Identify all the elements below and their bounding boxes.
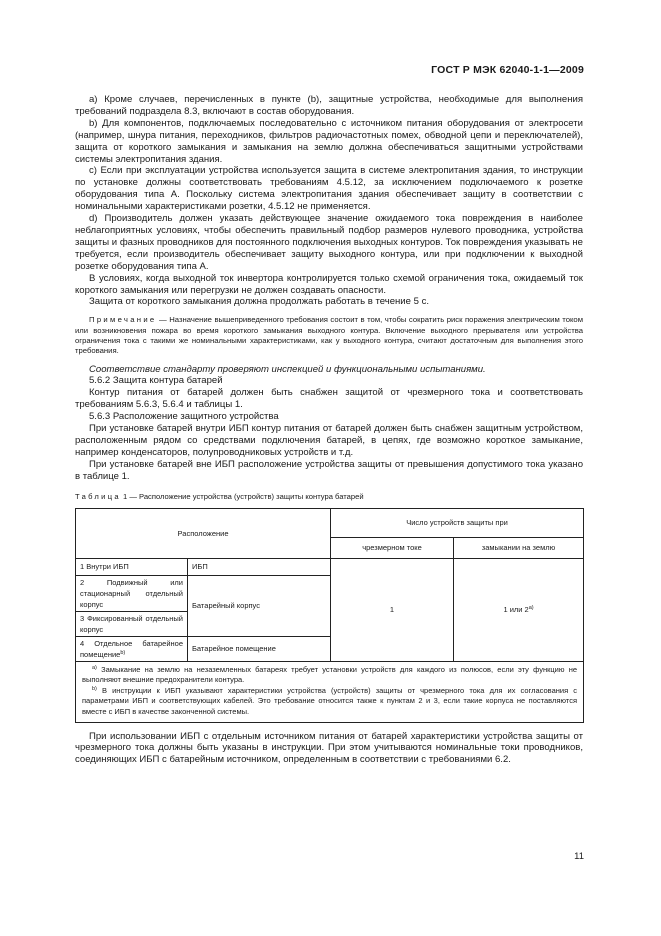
- table-footnotes: [76, 661, 584, 722]
- paragraph-b: b) Для компонентов, подключаемых последовательно с источником питания оборудования от электросети (например, шнура питания, переходников, фильтров радиочастотных помех, обводной цепи и переключателей), защита от короткого замыкания и замыкания на землю должна обеспечиваться защитными устройствами системы электропитания здания.: [75, 117, 583, 165]
- section-5-6-2-text: Контур питания от батарей должен быть снабжен защитой от чрезмерного тока и соответствовать требованиям 5.6.3, 5.6.4 и таблицы 1.: [75, 387, 583, 411]
- note-text: — Назначение вышеприведенного требования состоит в том, чтобы сократить риск поражения электрическим током или возникновения пожара во время короткого замыкания выходного контура. Включение выходного прерывателя или устройства ограничения тока с такими же номинальными характеристиками, как у выходного контура, считают достаточным для выполнения этого требования.: [75, 315, 583, 356]
- note: [75, 315, 583, 356]
- footnote-a-text: Замыкание на землю на незаземленных батареях требует установки устройств для каждого из полюсов, если эту функцию не выполняют внешние предохранители контура.: [82, 664, 578, 685]
- table-caption: [75, 492, 583, 502]
- section-5-6-3-text-1: При установке батарей внутри ИБП контур питания от батарей должен быть снабжен защитным устройством, расположенным рядом со средствами подключения батарей, в цепях, где возможно короткое замыкание, например конденсаторов, полупроводниковых устройств и т.д.: [75, 423, 583, 458]
- table-row: [76, 558, 584, 575]
- footnote-a-mark: a): [92, 664, 97, 671]
- paragraph-duration: Защита от короткого замыкания должна продолжать работать в течение 5 с.: [89, 296, 429, 308]
- footnote-b-text: В инструкции к ИБП указывают характеристики устройства (устройств) защиты от чрезмерного тока для их согласования с параметрами ИБП и соответствующих кабелей. Это требование относится также к пунктам 2 и 3, если такие корпуса не поставляются вместе с ИБП в качестве законченной системы.: [82, 685, 578, 716]
- footnote-b: [82, 686, 577, 718]
- paragraph-a: а) Кроме случаев, перечисленных в пункте (b), защитные устройства, необходимые для выполнения требований подраздела 8.3, включают в состав оборудования.: [75, 94, 583, 117]
- row-1-location: 1 Внутри ИБП: [76, 558, 188, 575]
- paragraph-d: d) Производитель должен указать действующее значение ожидаемого тока повреждения в наиболее неблагоприятных условиях, чтобы обеспечить правильный подбор размеров нулевого проводника, устройства защиты и фазных проводников для постоянного подключения выходных контуров. Ток повреждения указывать не требуется, если производитель обеспечивает защиту выходного контура, или при подключении к выходной розетке оборудования типа А.: [75, 213, 583, 272]
- row-4-footnote-mark: b): [120, 649, 126, 656]
- row-2-location: 2 Подвижный или стационарный отдельный корпус: [76, 575, 188, 611]
- value-earth-footnote-mark: a): [528, 605, 534, 612]
- note-label: Примечание: [89, 315, 157, 325]
- document-body: [75, 94, 583, 766]
- row-4-housing: Батарейное помещение: [188, 636, 331, 661]
- row-4-location: [76, 636, 188, 661]
- row-3-location: 3 Фиксированный отдельный корпус: [76, 611, 188, 636]
- row-4-location-text: 4 Отдельное батарейное помещение: [80, 638, 183, 659]
- table-header-row: [76, 508, 584, 537]
- battery-protection-table: [75, 508, 584, 723]
- document-header: ГОСТ Р МЭК 62040-1-1—2009: [431, 64, 584, 76]
- col-header-count: Число устройств защиты при: [331, 508, 584, 537]
- page-number: 11: [574, 851, 584, 862]
- row-1-housing: ИБП: [188, 558, 331, 575]
- conformity-statement: Соответствие стандарту проверяют инспекцией и функциональными испытаниями.: [89, 363, 486, 375]
- paragraph-inverter: В условиях, когда выходной ток инвертора контролируется только схемой ограничения тока, ожидаемый ток короткого замыкания или перегрузки не должен создавать опасности.: [75, 272, 583, 296]
- section-5-6-3-title: 5.6.3 Расположение защитного устройства: [89, 411, 279, 423]
- table-caption-label: Таблица: [75, 491, 121, 501]
- section-5-6-3-text-2: При установке батарей вне ИБП расположение устройства защиты от превышения допустимого тока указано в таблице 1.: [75, 458, 583, 482]
- col-header-location: Расположение: [76, 508, 331, 558]
- value-earth: [454, 558, 584, 661]
- table-caption-text: 1 — Расположение устройства (устройств) защиты контура батарей: [120, 491, 364, 501]
- col-header-earth: замыкании на землю: [454, 537, 584, 558]
- footnote-b-mark: b): [92, 685, 97, 692]
- col-header-overcurrent: чрезмерном токе: [331, 537, 454, 558]
- table-footnotes-row: [76, 661, 584, 722]
- value-earth-text: 1 или 2: [503, 605, 529, 615]
- paragraph-after-table: При использовании ИБП с отдельным источником питания от батарей характеристики устройства защиты от чрезмерного тока должны быть указаны в инструкции. При этом учитываются номинальные токи проводников, соединяющих ИБП с батарейным источником, определенным в соответствии с требованиями 6.2.: [75, 730, 583, 766]
- paragraph-c: c) Если при эксплуатации устройства используется защита в системе электропитания здания, то инструкции по установке должны соответствовать требованиям 4.5.12, за исключением подключаемого к розетке оборудования типа А. Поскольку система электропитания здания обеспечивает защиту в соответствии с номинальными характеристиками розетки, 4.5.12 не применяется.: [75, 165, 583, 213]
- value-overcurrent: 1: [331, 558, 454, 661]
- row-2-3-housing: Батарейный корпус: [188, 575, 331, 636]
- footnote-a: [82, 665, 577, 686]
- section-5-6-2-title: 5.6.2 Защита контура батарей: [89, 375, 223, 387]
